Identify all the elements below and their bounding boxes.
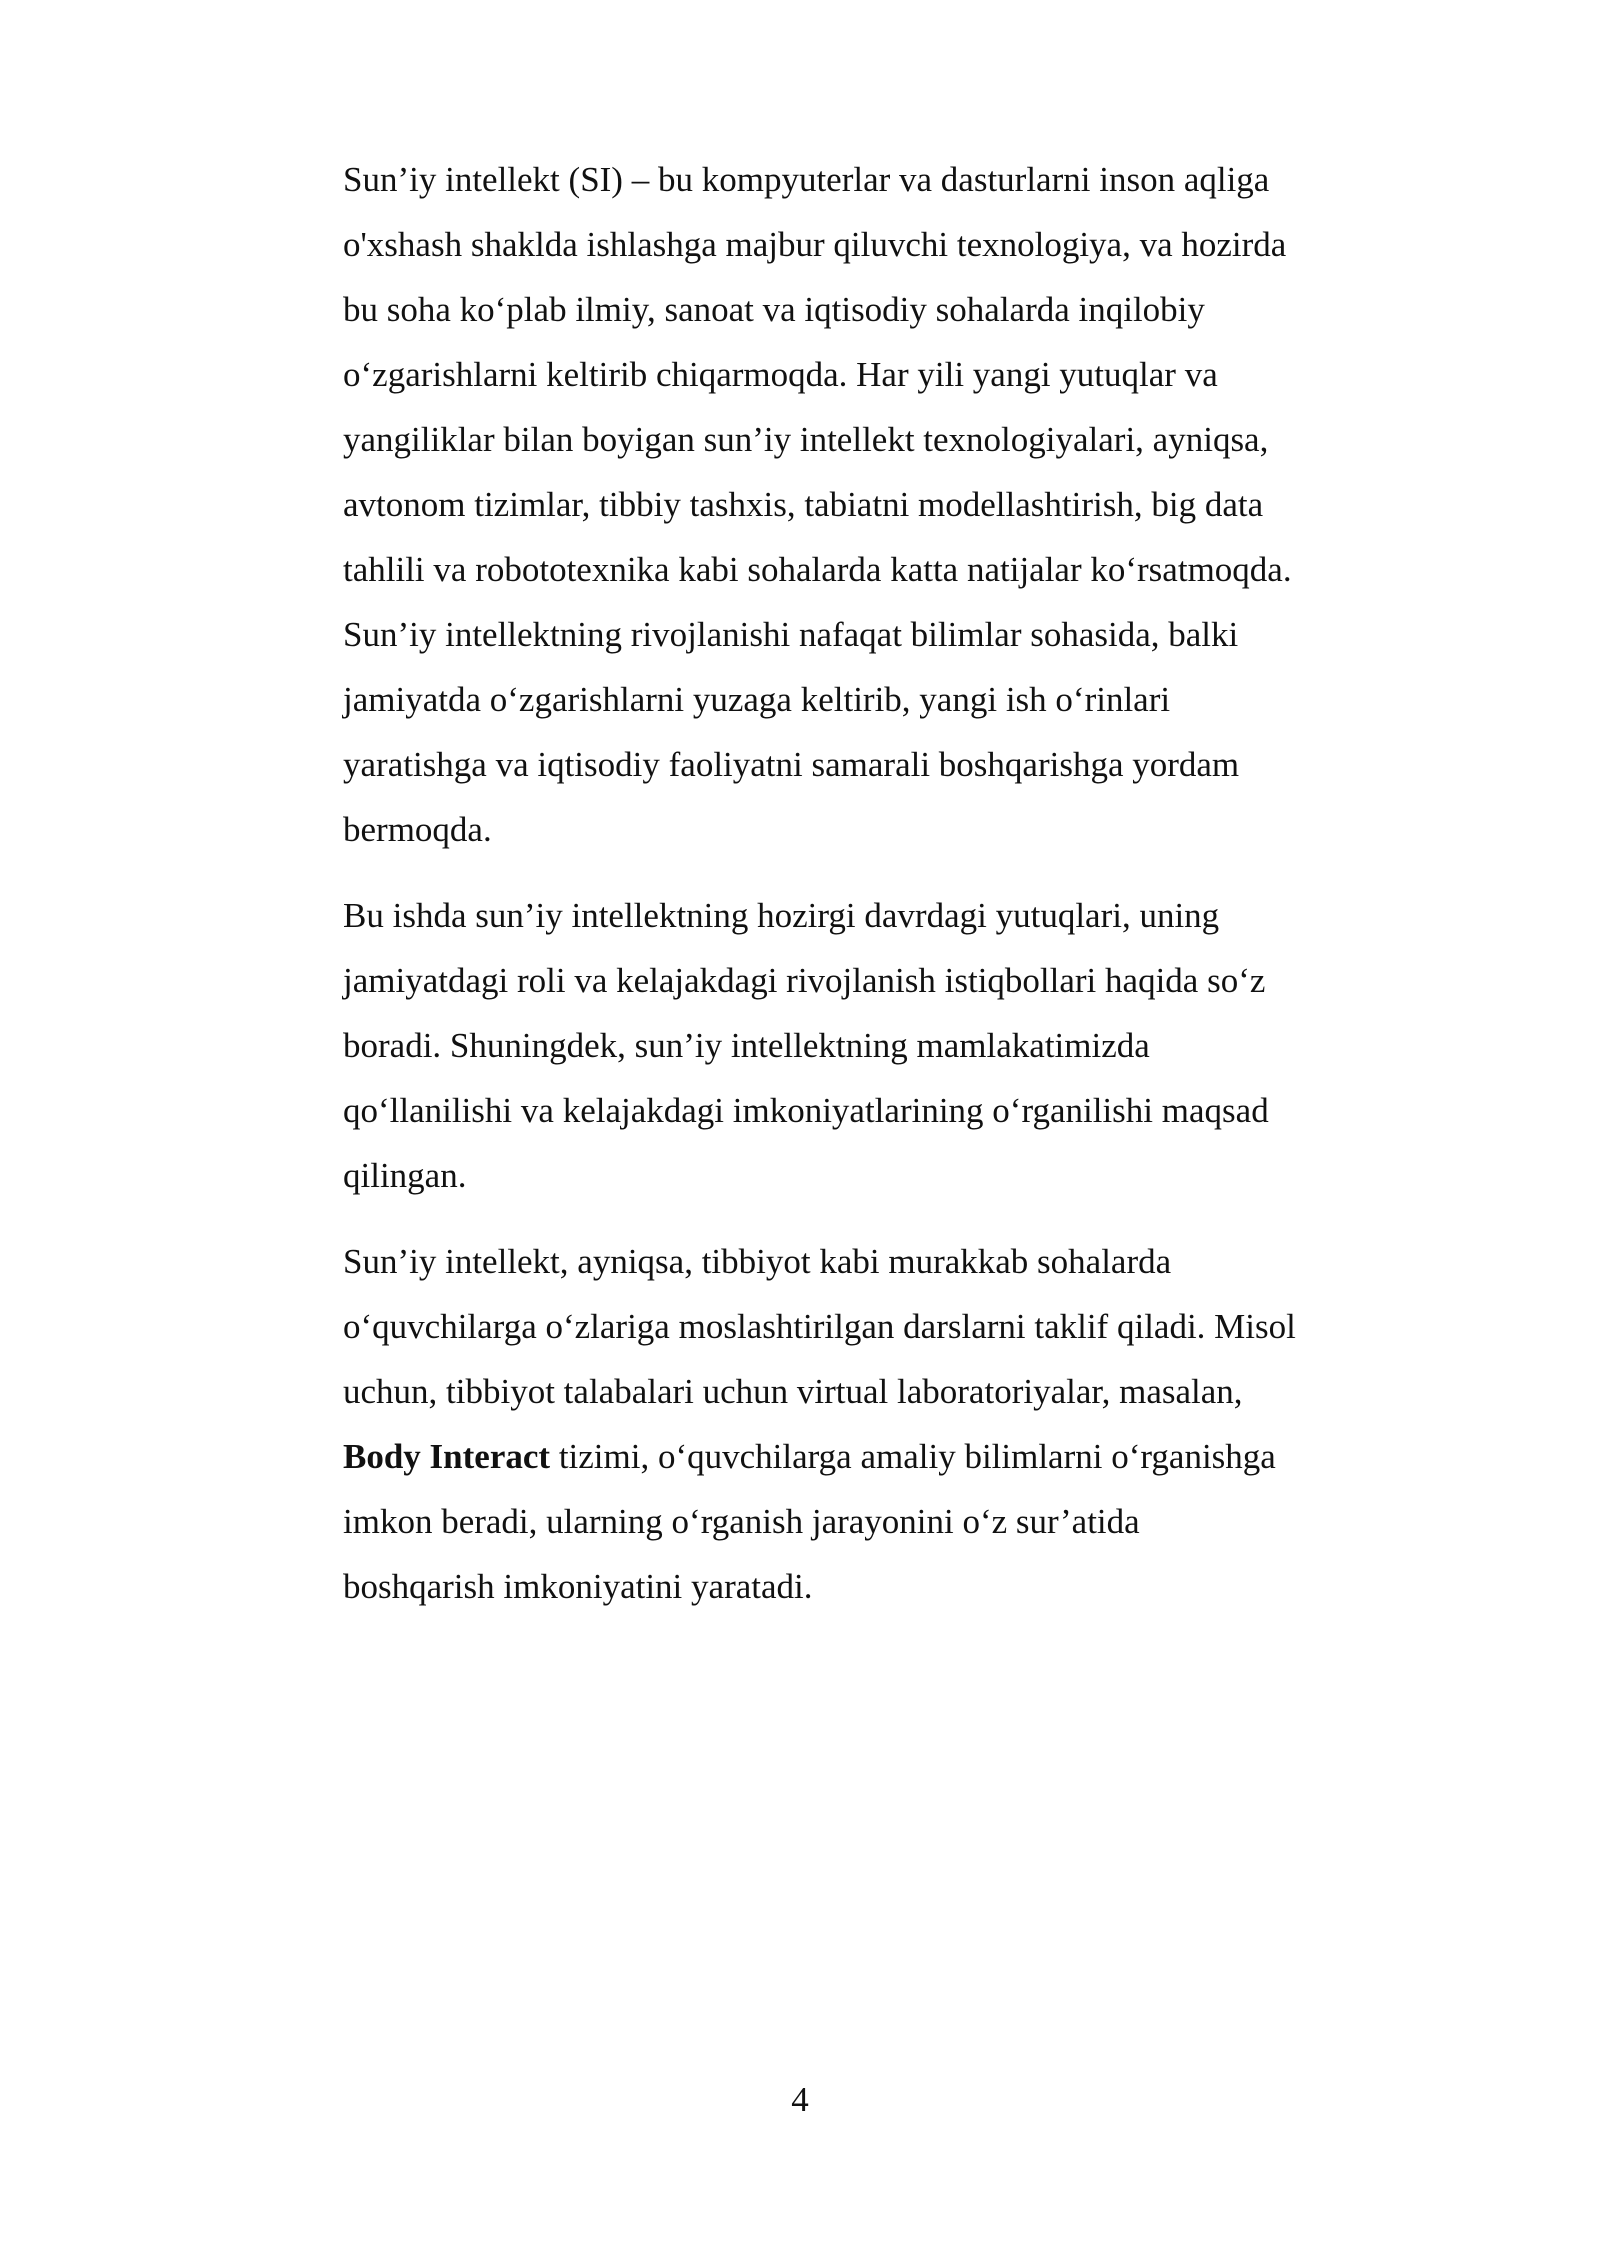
paragraph-line: avtonom tizimlar, tibbiy tashxis, tabiatni modellashtirish, big data [343, 485, 1264, 524]
paragraph-2 [343, 883, 1378, 1208]
paragraph-line: bermoqda. [343, 810, 492, 849]
paragraph-line: Sun’iy intellektning rivojlanishi nafaqat bilimlar sohasida, balki [343, 615, 1239, 654]
page-number: 4 [791, 2080, 809, 2119]
document-body [343, 147, 1378, 1619]
paragraph-line: yangiliklar bilan boyigan sun’iy intellekt texnologiyalari, ayniqsa, [343, 420, 1269, 459]
paragraph-line: tahlili va robototexnika kabi sohalarda katta natijalar ko‘rsatmoqda. [343, 550, 1292, 589]
paragraph-line: o'xshash shaklda ishlashga majbur qiluvchi texnologiya, va hozirda [343, 225, 1287, 264]
paragraph-line: Sun’iy intellekt (SI) – bu kompyuterlar va dasturlarni inson aqliga [343, 160, 1270, 199]
paragraph-line: o‘quvchilarga o‘zlariga moslashtirilgan darslarni taklif qiladi. Misol [343, 1307, 1296, 1346]
bold-term-body-interact: Body Interact [343, 1437, 551, 1476]
bold-line-rest: tizimi, o‘quvchilarga amaliy bilimlarni o‘rganishga [550, 1437, 1276, 1476]
paragraph-line: o‘zgarishlarni keltirib chiqarmoqda. Har yili yangi yutuqlar va [343, 355, 1218, 394]
paragraph-line: uchun, tibbiyot talabalari uchun virtual laboratoriyalar, masalan, [343, 1372, 1243, 1411]
paragraph-3 [343, 1229, 1378, 1619]
paragraph-line: Bu ishda sun’iy intellektning hozirgi davrdagi yutuqlari, uning [343, 896, 1220, 935]
paragraph-line: jamiyatdagi roli va kelajakdagi rivojlanish istiqbollari haqida so‘z [343, 961, 1266, 1000]
paragraph-spacing [343, 862, 1378, 883]
paragraph-line-with-bold [343, 1424, 1378, 1489]
paragraph-line: Sun’iy intellekt, ayniqsa, tibbiyot kabi murakkab sohalarda [343, 1242, 1172, 1281]
paragraph-line: boshqarish imkoniyatini yaratadi. [343, 1567, 813, 1606]
paragraph-1 [343, 147, 1378, 862]
paragraph-line: jamiyatda o‘zgarishlarni yuzaga keltirib, yangi ish o‘rinlari [343, 680, 1171, 719]
paragraph-line: imkon beradi, ularning o‘rganish jarayonini o‘z sur’atida [343, 1502, 1140, 1541]
paragraph-spacing [343, 1208, 1378, 1229]
paragraph-line: yaratishga va iqtisodiy faoliyatni samarali boshqarishga yordam [343, 745, 1240, 784]
paragraph-line: bu soha ko‘plab ilmiy, sanoat va iqtisodiy sohalarda inqilobiy [343, 290, 1205, 329]
paragraph-line: qo‘llanilishi va kelajakdagi imkoniyatlarining o‘rganilishi maqsad [343, 1091, 1269, 1130]
paragraph-line: boradi. Shuningdek, sun’iy intellektning mamlakatimizda [343, 1026, 1150, 1065]
paragraph-line: qilingan. [343, 1156, 467, 1195]
